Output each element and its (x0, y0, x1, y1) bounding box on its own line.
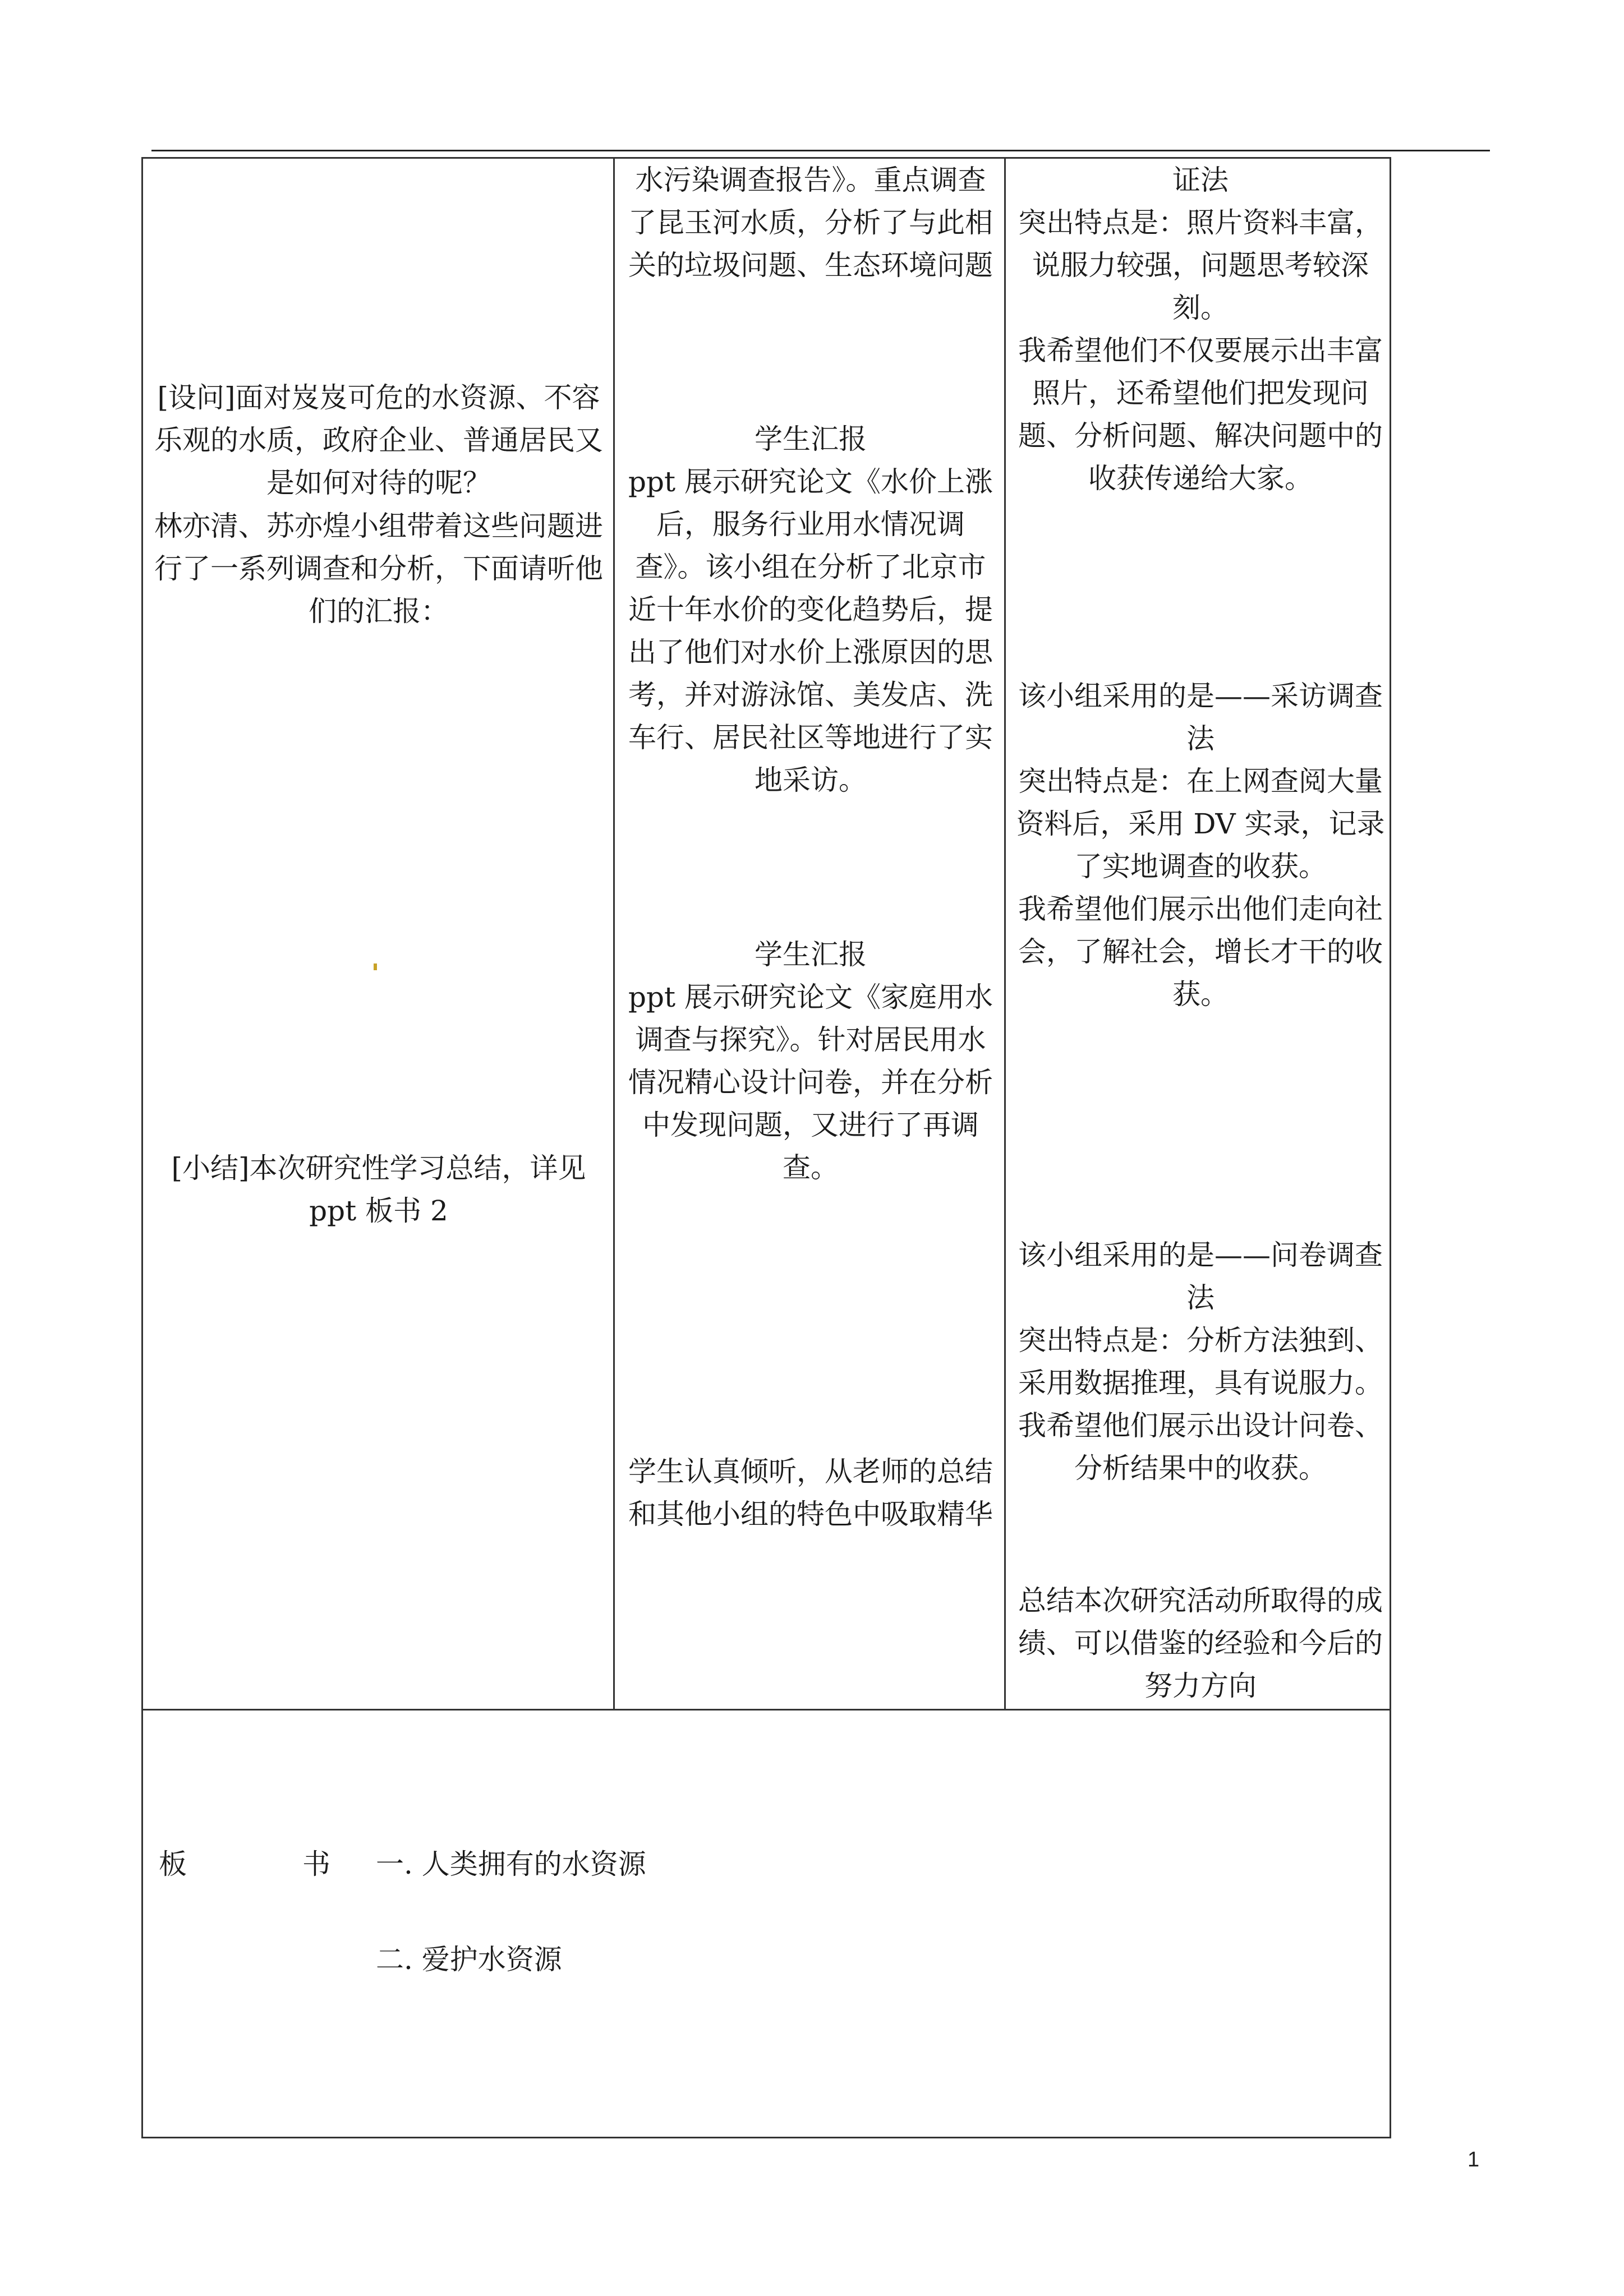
intro-text: 林亦清、苏亦煌小组带着这些问题进行了一系列调查和分析，下面请听他们的汇报： (154, 510, 603, 628)
continued-report-text: 水污染调查报告》。重点调查了昆玉河水质，分析了与此相关的垃圾问题、生态环境问题 (628, 164, 993, 282)
intent-block-3: 该小组采用的是——问卷调查法 突出特点是：分析方法独到、采用数据推理，具有说服力。 我希望他们展示出设计问卷、分析结果中的收获。 (1018, 1239, 1383, 1484)
board-label-right: 书 (302, 1848, 330, 1880)
column-divider-2 (1004, 159, 1006, 1709)
board-item-1: 一. 人类拥有的水资源 (376, 1848, 646, 1880)
report3-title: 学生汇报 (755, 938, 867, 971)
report3-body: ppt 展示研究论文《家庭用水调查与探究》。针对居民用水情况精心设计问卷，并在分析中发现问题，又进行了再调查。 (628, 981, 993, 1184)
design-intent-cell (1015, 159, 1386, 1709)
lesson-table (141, 157, 1391, 2138)
teacher-activity-cell (154, 159, 603, 1709)
intent-block-4: 总结本次研究活动所取得的成绩、可以借鉴的经验和今后的努力方向 (1018, 1584, 1383, 1702)
board-label-left: 板 (159, 1848, 187, 1880)
intent-block-2: 该小组采用的是——采访调查法 突出特点是：在上网查阅大量资料后，采用 DV 实录，记录了实地调查的收获。 我希望他们展示出他们走向社会，了解社会，增长才干的收获。 (1016, 680, 1385, 1011)
column-divider-1 (613, 159, 615, 1709)
report2-body: ppt 展示研究论文《水价上涨后，服务行业用水情况调查》。该小组在分析了北京市近十年水价的变化趋势后，提出了他们对水价上涨原因的思考，并对游泳馆、美发店、洗车行、居民社区等地进行了实地采访。 (628, 465, 993, 796)
stray-mark (374, 963, 377, 970)
page-number: 1 (1467, 2148, 1480, 2171)
summary-line-2: ppt 板书 2 (309, 1195, 448, 1227)
header-rule (151, 150, 1490, 151)
board-item-2: 二. 爱护水资源 (376, 1943, 562, 1976)
intent-block-1: 证法 突出特点是：照片资料丰富，说服力较强，问题思考较深刻。 我希望他们不仅要展示出丰富照片，还希望他们把发现问题、分析问题、解决问题中的收获传递给大家。 (1018, 164, 1383, 495)
report2-title: 学生汇报 (755, 423, 867, 455)
listen-text: 学生认真倾听，从老师的总结和其他小组的特色中吸取精华 (628, 1455, 993, 1530)
board-row-divider (143, 1709, 1390, 1711)
summary-line-1: [小结]本次研究性学习总结，详见 (171, 1152, 586, 1184)
student-activity-cell (625, 159, 996, 1709)
question-text: [设问]面对岌岌可危的水资源、不容乐观的水质，政府企业、普通居民又是如何对待的呢？ (154, 381, 603, 499)
